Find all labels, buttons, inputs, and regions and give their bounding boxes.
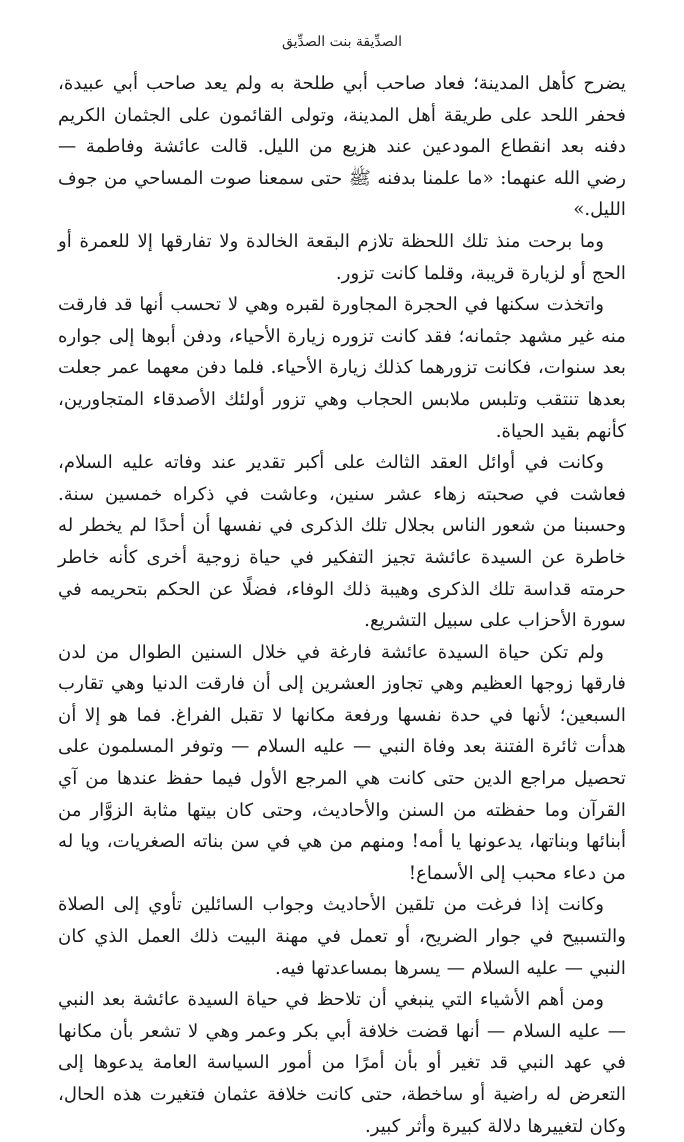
paragraph: وما برحت منذ تلك اللحظة تلازم البقعة الخالدة ولا تفارقها إلا للعمرة أو الحج أو لزيارة قريبة، وقلما كانت تزور. [58,230,626,284]
paragraph: وكانت في أوائل العقد الثالث على أكبر تقدير عند وفاته عليه السلام، فعاشت في صحبته زهاء عشر سنين، وعاشت في ذكراه خمسين سنة. وحسبنا من شعور الناس بجلال تلك الذكرى في نفسها أن أحدًا لم يخطر له خاطرة عن السيدة عائشة تجيز التفكير في حياة زوجية أخرى كأنه خاطر حرمته قداسة تلك الذكرى وهيبة ذلك الوفاء، فضلًا عن الحكم بتحريمه في سورة الأحزاب على سبيل التشريع. [58,452,626,632]
paragraph: ولم تكن حياة السيدة عائشة فارغة في خلال السنين الطوال من لدن فارقها زوجها العظيم وهي تجاوز العشرين إلى أن فارقت الدنيا وهي تقارب السبعين؛ لأنها في حدة نفسها ورفعة مكانها لا تقبل الفراغ. فما هو إلا أن هدأت ثائرة الفتنة بعد وفاة النبي — عليه السلام — وتوفر المسلمون على تحصيل مراجع الدين حتى كانت هي المرجع الأول فيما حفظ عندها من آي القرآن وما حفظته من السنن والأحاديث، وحتى كان بيتها مثابة الزوَّار من أبنائها وبناتها، يدعونها يا أمه! ومنهم من هي في سن بناته الصغريات، ويا له من دعاء محبب إلى الأسماع! [58,641,626,884]
running-header-title: الصدِّيقة بنت الصدِّيق [281,34,403,50]
body-text [58,68,626,1142]
paragraph: وكانت إذا فرغت من تلقين الأحاديث وجواب السائلين تأوي إلى الصلاة والتسبيح في جوار الضريح، أو تعمل في مهنة البيت ذلك العمل الذي كان النبي — عليه السلام — يسرها بمساعدتها فيه. [58,894,626,979]
paragraph: ومن أهم الأشياء التي ينبغي أن تلاحظ في حياة السيدة عائشة بعد النبي — عليه السلام — أنها قضت خلافة أبي بكر وعمر وهي لا تشعر بأن مكانها في عهد النبي قد تغير أو بأن أمرًا من أمور السياسة العامة يدعوها إلى التعرض له راضية أو ساخطة، حتى كانت خلافة عثمان فتغيرت هذه الحال، وكان لتغييرها دلالة كبيرة وأثر كبير. [58,989,626,1137]
paragraph-continued: يضرح كأهل المدينة؛ فعاد صاحب أبي طلحة به ولم يعد صاحب أبي عبيدة، فحفر اللحد على طريقة أهل المدينة، وتولى القائمون على الجثمان الكريم دفنه بعد انقطاع المودعين عند هزيع من الليل. قالت عائشة وفاطمة — رضي الله عنهما: «ما علمنا بدفنه ﷺ حتى سمعنا صوت المساحي من جوف الليل.» [58,73,626,221]
paragraph: واتخذت سكنها في الحجرة المجاورة لقبره وهي لا تحسب أنها قد فارقت منه غير مشهد جثمانه؛ فقد كانت تزوره زيارة الأحياء، ودفن أبوها إلى جواره بعد سنوات، فكانت تزورهما كذلك زيارة الأحياء. فلما دفن معهما عمر جعلت بعدها تنتقب وتلبس ملابس الحجاب وهي تزور أولئك الأصدقاء المتجاورين، كأنهم بقيد الحياة. [58,294,626,442]
